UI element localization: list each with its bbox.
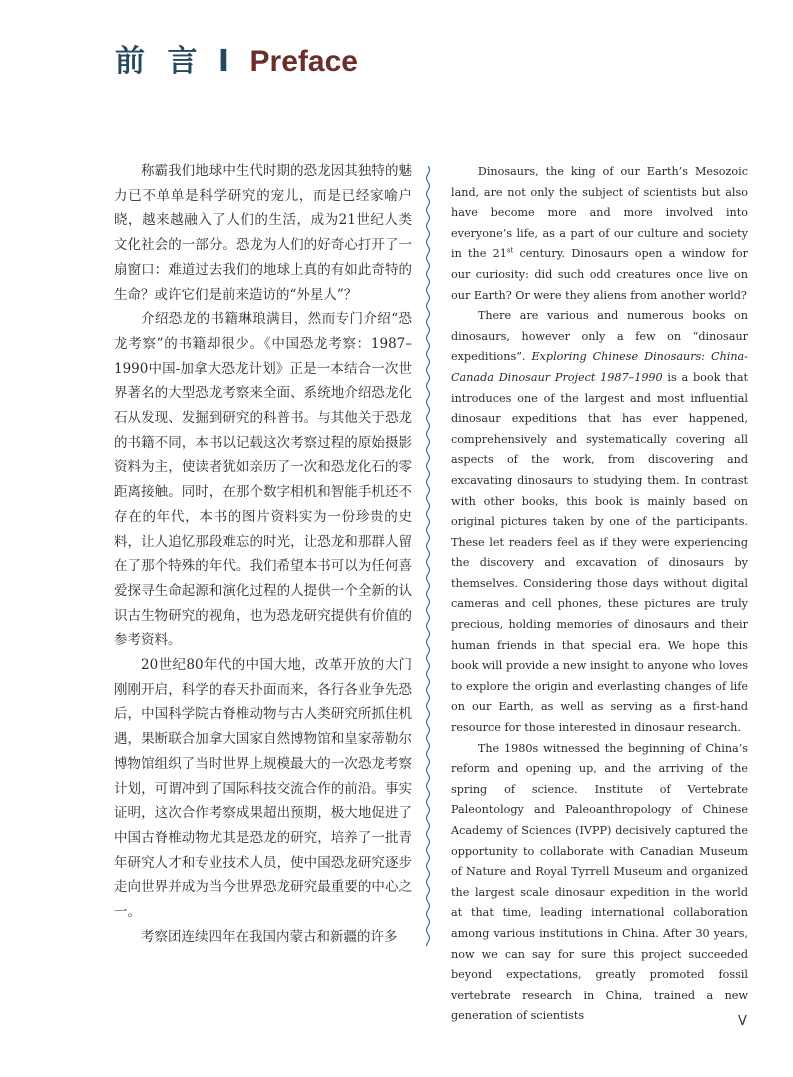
ordinal-suffix: st (506, 246, 514, 255)
book-title: Exploring Chinese Dinosaurs: China-Canada Dinosaur Project 1987–1990 (451, 350, 749, 384)
english-text-column (451, 162, 748, 1027)
english-paragraph: There are various and numerous books on dinosaurs, however only a few on “dinosaur expeditions”. Exploring Chinese Dinosaurs: China-Canada Dinosaur Project 1987–1990 is a book that introduces one of the largest and most influential dinosaur expeditions that has ever happened, comprehensively and systematically covering all aspects of the work, from discovering and excavating dinosaurs to studying them. In contrast with other books, this book is mainly based on original pictures taken by one of the participants. These let readers feel as if they were experiencing the discovery and excavation of dinosaurs by themselves. Considering those days without digital cameras and cell phones, these pictures are truly precious, holding memories of dinosaurs and their human friends in that special era. We hope this book will provide a new insight to anyone who loves to explore the origin and everlasting changes of life on our Earth, as well as serving as a first-hand resource for those interested in dinosaur research. (451, 309, 749, 735)
chinese-paragraph: 20世纪80年代的中国大地，改革开放的大门刚刚开启，科学的春天扑面而来，各行各业争先恐后，中国科学院古脊椎动物与古人类研究所抓住机遇，果断联合加拿大国家自然博物馆和皇家蒂勒尔博物馆组织了当时世界上规模最大的一次恐龙考察计划，可谓冲到了国际科技交流合作的前沿。事实证明，这次合作考察成果超出预期，极大地促进了中国古脊椎动物尤其是恐龙的研究，培养了一批青年研究人才和专业技术人员，使中国恐龙研究逐步走向世界并成为当今世界恐龙研究最重要的中心之一。 (114, 657, 412, 921)
chinese-paragraph: 介绍恐龙的书籍琳琅满目，然而专门介绍“恐龙考察”的书籍却很少。《中国恐龙考察：1987–1990中国-加拿大恐龙计划》正是一本结合一次世界著名的大型恐龙考察来全面、系统地介绍恐龙化石从发现、发掘到研究的科普书。与其他关于恐龙的书籍不同，本书以记载这次考察过程的原始摄影资料为主，使读者犹如亲历了一次和恐龙化石的零距离接触。同时，在那个数字相机和智能手机还不存在的年代，本书的图片资料实为一份珍贵的史料，让人追忆那段难忘的时光，让恐龙和那群人留在了那个特殊的年代。我们希望本书可以为任何喜爱探寻生命起源和演化过程的人提供一个全新的认识古生物研究的视角，也为恐龙研究提供有价值的参考资料。 (114, 311, 412, 649)
column-divider (425, 166, 431, 946)
english-paragraph: The 1980s witnessed the beginning of China’s reform and opening up, and the arriving of the spring of science. Institute of Vertebrate Paleontology and Paleoanthropology of Chinese Academy of Sciences (IVPP) decisively captured the opportunity to collaborate with Canadian Museum of Nature and Royal Tyrrell Museum and organized the largest scale dinosaur expedition in the world at that time, leading international collaboration among various institutions in China. After 30 years, now we can say for sure this project succeeded beyond expectations, greatly promoted fossil vertebrate research in China, trained a new generation of scientists (451, 741, 748, 1023)
chinese-text-column (114, 159, 412, 950)
chinese-paragraph: 称霸我们地球中生代时期的恐龙因其独特的魅力已不单单是科学研究的宠儿，而是已经家喻户晓，越来越融入了人们的生活，成为21世纪人类文化社会的一部分。恐龙为人们的好奇心打开了一扇窗口：难道过去我们的地球上真的有如此奇特的生命？或许它们是前来造访的“外星人”？ (114, 163, 412, 303)
page-number: V (738, 1014, 747, 1029)
title-separator: I (217, 44, 230, 79)
chinese-paragraph: 考察团连续四年在我国内蒙古和新疆的许多 (141, 928, 398, 945)
title-chinese: 前 言 (115, 44, 204, 79)
title-english: Preface (249, 45, 358, 78)
page-title (115, 40, 358, 84)
english-paragraph: Dinosaurs, the king of our Earth’s Mesozoic land, are not only the subject of scientists but also have become more and more involved into everyone’s life, as a part of our culture and society in the 21st century. Dinosaurs open a window for our curiosity: did such odd creatures once live on our Earth? Or were they aliens from another world? (451, 165, 748, 302)
